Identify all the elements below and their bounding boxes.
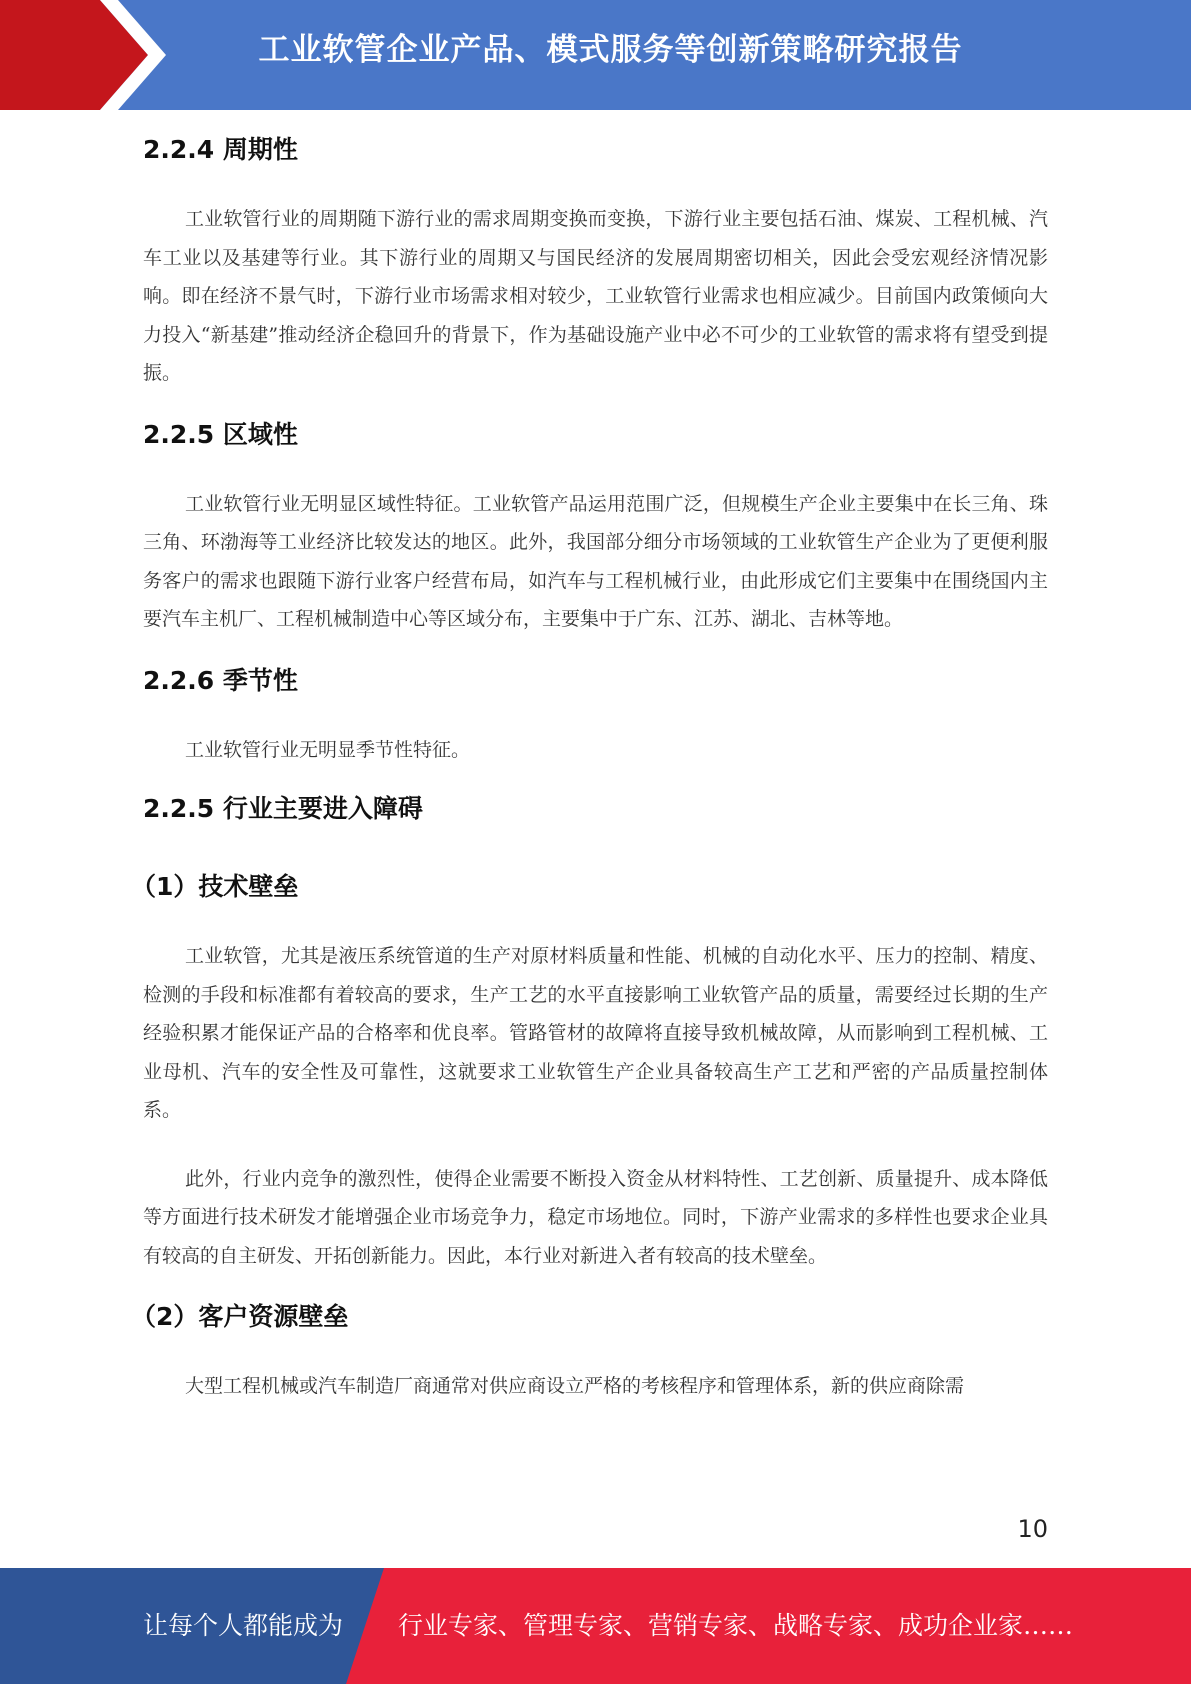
paragraph-technology-barrier-1: 工业软管，尤其是液压系统管道的生产对原材料质量和性能、机械的自动化水平、压力的控制、精度、检测的手段和标准都有着较高的要求，生产工艺的水平直接影响工业软管产品的质量，需要经过长期的生产经验积累才能保证产品的合格率和优良率。管路管材的故障将直接导致机械故障，从而影响到工程机械、工业母机、汽车的安全性及可靠性，这就要求工业软管生产企业具备较高生产工艺和严密的产品质量控制体系。 xyxy=(143,945,1048,1121)
section-heading-regionality: 2.2.5 区域性 xyxy=(143,419,298,449)
section-heading-seasonality: 2.2.6 季节性 xyxy=(143,665,298,695)
paragraph-regionality: 工业软管行业无明显区域性特征。工业软管产品运用范围广泛，但规模生产企业主要集中在长三角、珠三角、环渤海等工业经济比较发达的地区。此外，我国部分细分市场领域的工业软管生产企业为了更便利服务客户的需求也跟随下游行业客户经营布局，如汽车与工程机械行业，由此形成它们主要集中在围绕国内主要汽车主机厂、工程机械制造中心等区域分布，主要集中于广东、江苏、湖北、吉林等地。 xyxy=(143,492,1048,630)
subsection-heading-customer-barrier: （2）客户资源壁垒 xyxy=(131,1302,349,1331)
footer-slogan-left: 让每个人都能成为 xyxy=(143,1611,344,1640)
page-footer xyxy=(0,1568,1191,1684)
footer-slogan-right: 行业专家、管理专家、营销专家、战略专家、成功企业家…… xyxy=(398,1611,1074,1640)
page-number: 10 xyxy=(1017,1515,1048,1543)
section-heading-entry-barriers: 2.2.5 行业主要进入障碍 xyxy=(143,794,423,823)
paragraph-seasonality: 工业软管行业无明显季节性特征。 xyxy=(185,738,471,761)
report-title: 工业软管企业产品、模式服务等创新策略研究报告 xyxy=(258,32,963,68)
paragraph-cyclicality: 工业软管行业的周期随下游行业的需求周期变换而变换，下游行业主要包括石油、煤炭、工程机械、汽车工业以及基建等行业。其下游行业的周期又与国民经济的发展周期密切相关，因此会受宏观经济情况影响。即在经济不景气时，下游行业市场需求相对较少，工业软管行业需求也相应减少。目前国内政策倾向大力投入“新基建”推动经济企稳回升的背景下，作为基础设施产业中必不可少的工业软管的需求将有望受到提振。 xyxy=(143,208,1048,384)
page-header xyxy=(0,0,1191,110)
paragraph-customer-barrier: 大型工程机械或汽车制造厂商通常对供应商设立严格的考核程序和管理体系，新的供应商除需 xyxy=(185,1375,965,1397)
section-heading-cyclicality: 2.2.4 周期性 xyxy=(143,135,298,164)
subsection-heading-technology-barrier: （1）技术壁垒 xyxy=(131,872,299,901)
main-content xyxy=(131,125,1048,1406)
paragraph-technology-barrier-2: 此外，行业内竞争的激烈性，使得企业需要不断投入资金从材料特性、工艺创新、质量提升、成本降低等方面进行技术研发才能增强企业市场竞争力，稳定市场地位。同时，下游产业需求的多样性也要求企业具有较高的自主研发、开拓创新能力。因此，本行业对新进入者有较高的技术壁垒。 xyxy=(143,1167,1048,1267)
